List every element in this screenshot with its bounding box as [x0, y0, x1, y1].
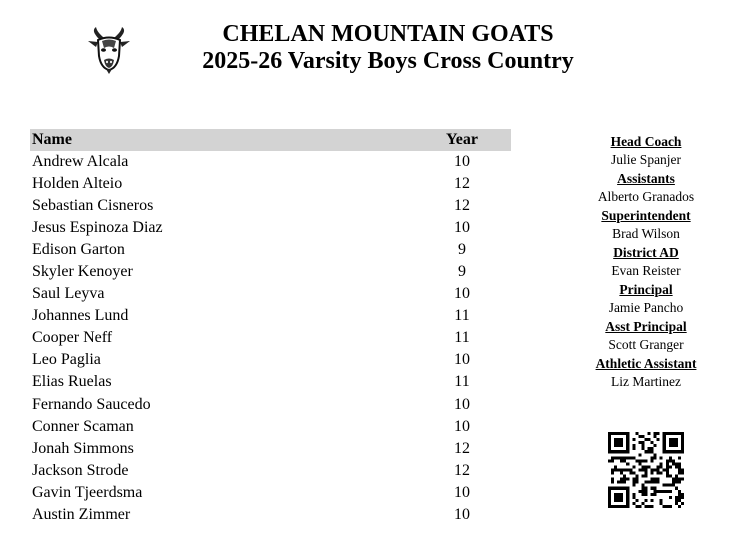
staff-item — [590, 207, 702, 243]
roster-header-row — [30, 129, 511, 151]
table-row — [30, 482, 511, 504]
name-column-header: Name — [32, 131, 72, 148]
page-title: CHELAN MOUNTAIN GOATS — [222, 21, 554, 47]
player-year: 10 — [454, 395, 470, 413]
player-year: 11 — [454, 307, 470, 325]
player-name: Sebastian Cisneros — [32, 197, 154, 215]
staff-role: Principal — [619, 282, 673, 297]
staff-item — [590, 355, 702, 391]
player-name: Saul Leyva — [32, 285, 105, 303]
player-name: Conner Scaman — [32, 417, 134, 435]
staff-item — [590, 318, 702, 354]
staff-item — [590, 281, 702, 317]
player-year: 11 — [454, 329, 470, 347]
table-row — [30, 438, 511, 460]
staff-name: Scott Granger — [608, 337, 684, 352]
staff-role: Asst Principal — [605, 319, 687, 334]
player-name: Jesus Espinoza Diaz — [32, 219, 163, 237]
staff-name: Evan Reister — [611, 263, 681, 278]
player-year: 9 — [458, 263, 466, 281]
player-name: Cooper Neff — [32, 329, 113, 347]
table-row — [30, 283, 511, 305]
player-year: 12 — [454, 175, 470, 193]
staff-item — [590, 244, 702, 280]
player-year: 10 — [454, 219, 470, 237]
staff-role: Athletic Assistant — [595, 356, 697, 371]
table-row — [30, 504, 511, 526]
table-row — [30, 239, 511, 261]
staff-name: Alberto Granados — [597, 189, 695, 204]
player-year: 10 — [454, 153, 470, 171]
player-name: Fernando Saucedo — [32, 395, 151, 413]
table-row — [30, 217, 511, 239]
player-year: 10 — [454, 351, 470, 369]
player-year: 12 — [454, 197, 470, 215]
player-name: Holden Alteio — [32, 175, 123, 193]
staff-name: Liz Martinez — [610, 374, 682, 389]
table-row — [30, 151, 511, 173]
table-row — [30, 349, 511, 371]
roster-body — [30, 151, 511, 526]
staff-name: Brad Wilson — [612, 226, 680, 241]
staff-item — [590, 170, 702, 206]
table-row — [30, 460, 511, 482]
player-name: Andrew Alcala — [32, 153, 129, 171]
staff-name: Julie Spanjer — [610, 152, 682, 167]
page-subtitle: 2025-26 Varsity Boys Cross Country — [202, 48, 574, 74]
player-year: 10 — [454, 417, 470, 435]
staff-name: Jamie Pancho — [608, 300, 684, 315]
staff-item — [590, 133, 702, 169]
qr-code-icon — [608, 432, 684, 508]
player-year: 9 — [458, 241, 466, 259]
player-name: Elias Ruelas — [32, 373, 112, 391]
player-name: Johannes Lund — [32, 307, 129, 325]
table-row — [30, 261, 511, 283]
goat-head-icon — [84, 24, 134, 74]
player-name: Edison Garton — [32, 241, 125, 259]
player-name: Jonah Simmons — [32, 439, 134, 457]
table-row — [30, 371, 511, 393]
player-name: Jackson Strode — [32, 461, 129, 479]
staff-list — [590, 133, 702, 392]
roster-table — [30, 129, 511, 526]
player-year: 12 — [454, 439, 470, 457]
year-column-header: Year — [446, 131, 478, 148]
table-row — [30, 416, 511, 438]
table-row — [30, 173, 511, 195]
player-year: 10 — [454, 505, 470, 523]
table-row — [30, 195, 511, 217]
table-row — [30, 394, 511, 416]
staff-role: Head Coach — [610, 134, 682, 149]
player-name: Austin Zimmer — [32, 505, 131, 523]
table-row — [30, 305, 511, 327]
player-year: 12 — [454, 461, 470, 479]
player-name: Gavin Tjeerdsma — [32, 483, 143, 501]
staff-role: District AD — [613, 245, 679, 260]
player-year: 10 — [454, 483, 470, 501]
player-name: Leo Paglia — [32, 351, 101, 369]
player-year: 11 — [454, 373, 470, 391]
player-year: 10 — [454, 285, 470, 303]
table-row — [30, 327, 511, 349]
staff-role: Superintendent — [601, 208, 691, 223]
staff-role: Assistants — [617, 171, 675, 186]
player-name: Skyler Kenoyer — [32, 263, 133, 281]
